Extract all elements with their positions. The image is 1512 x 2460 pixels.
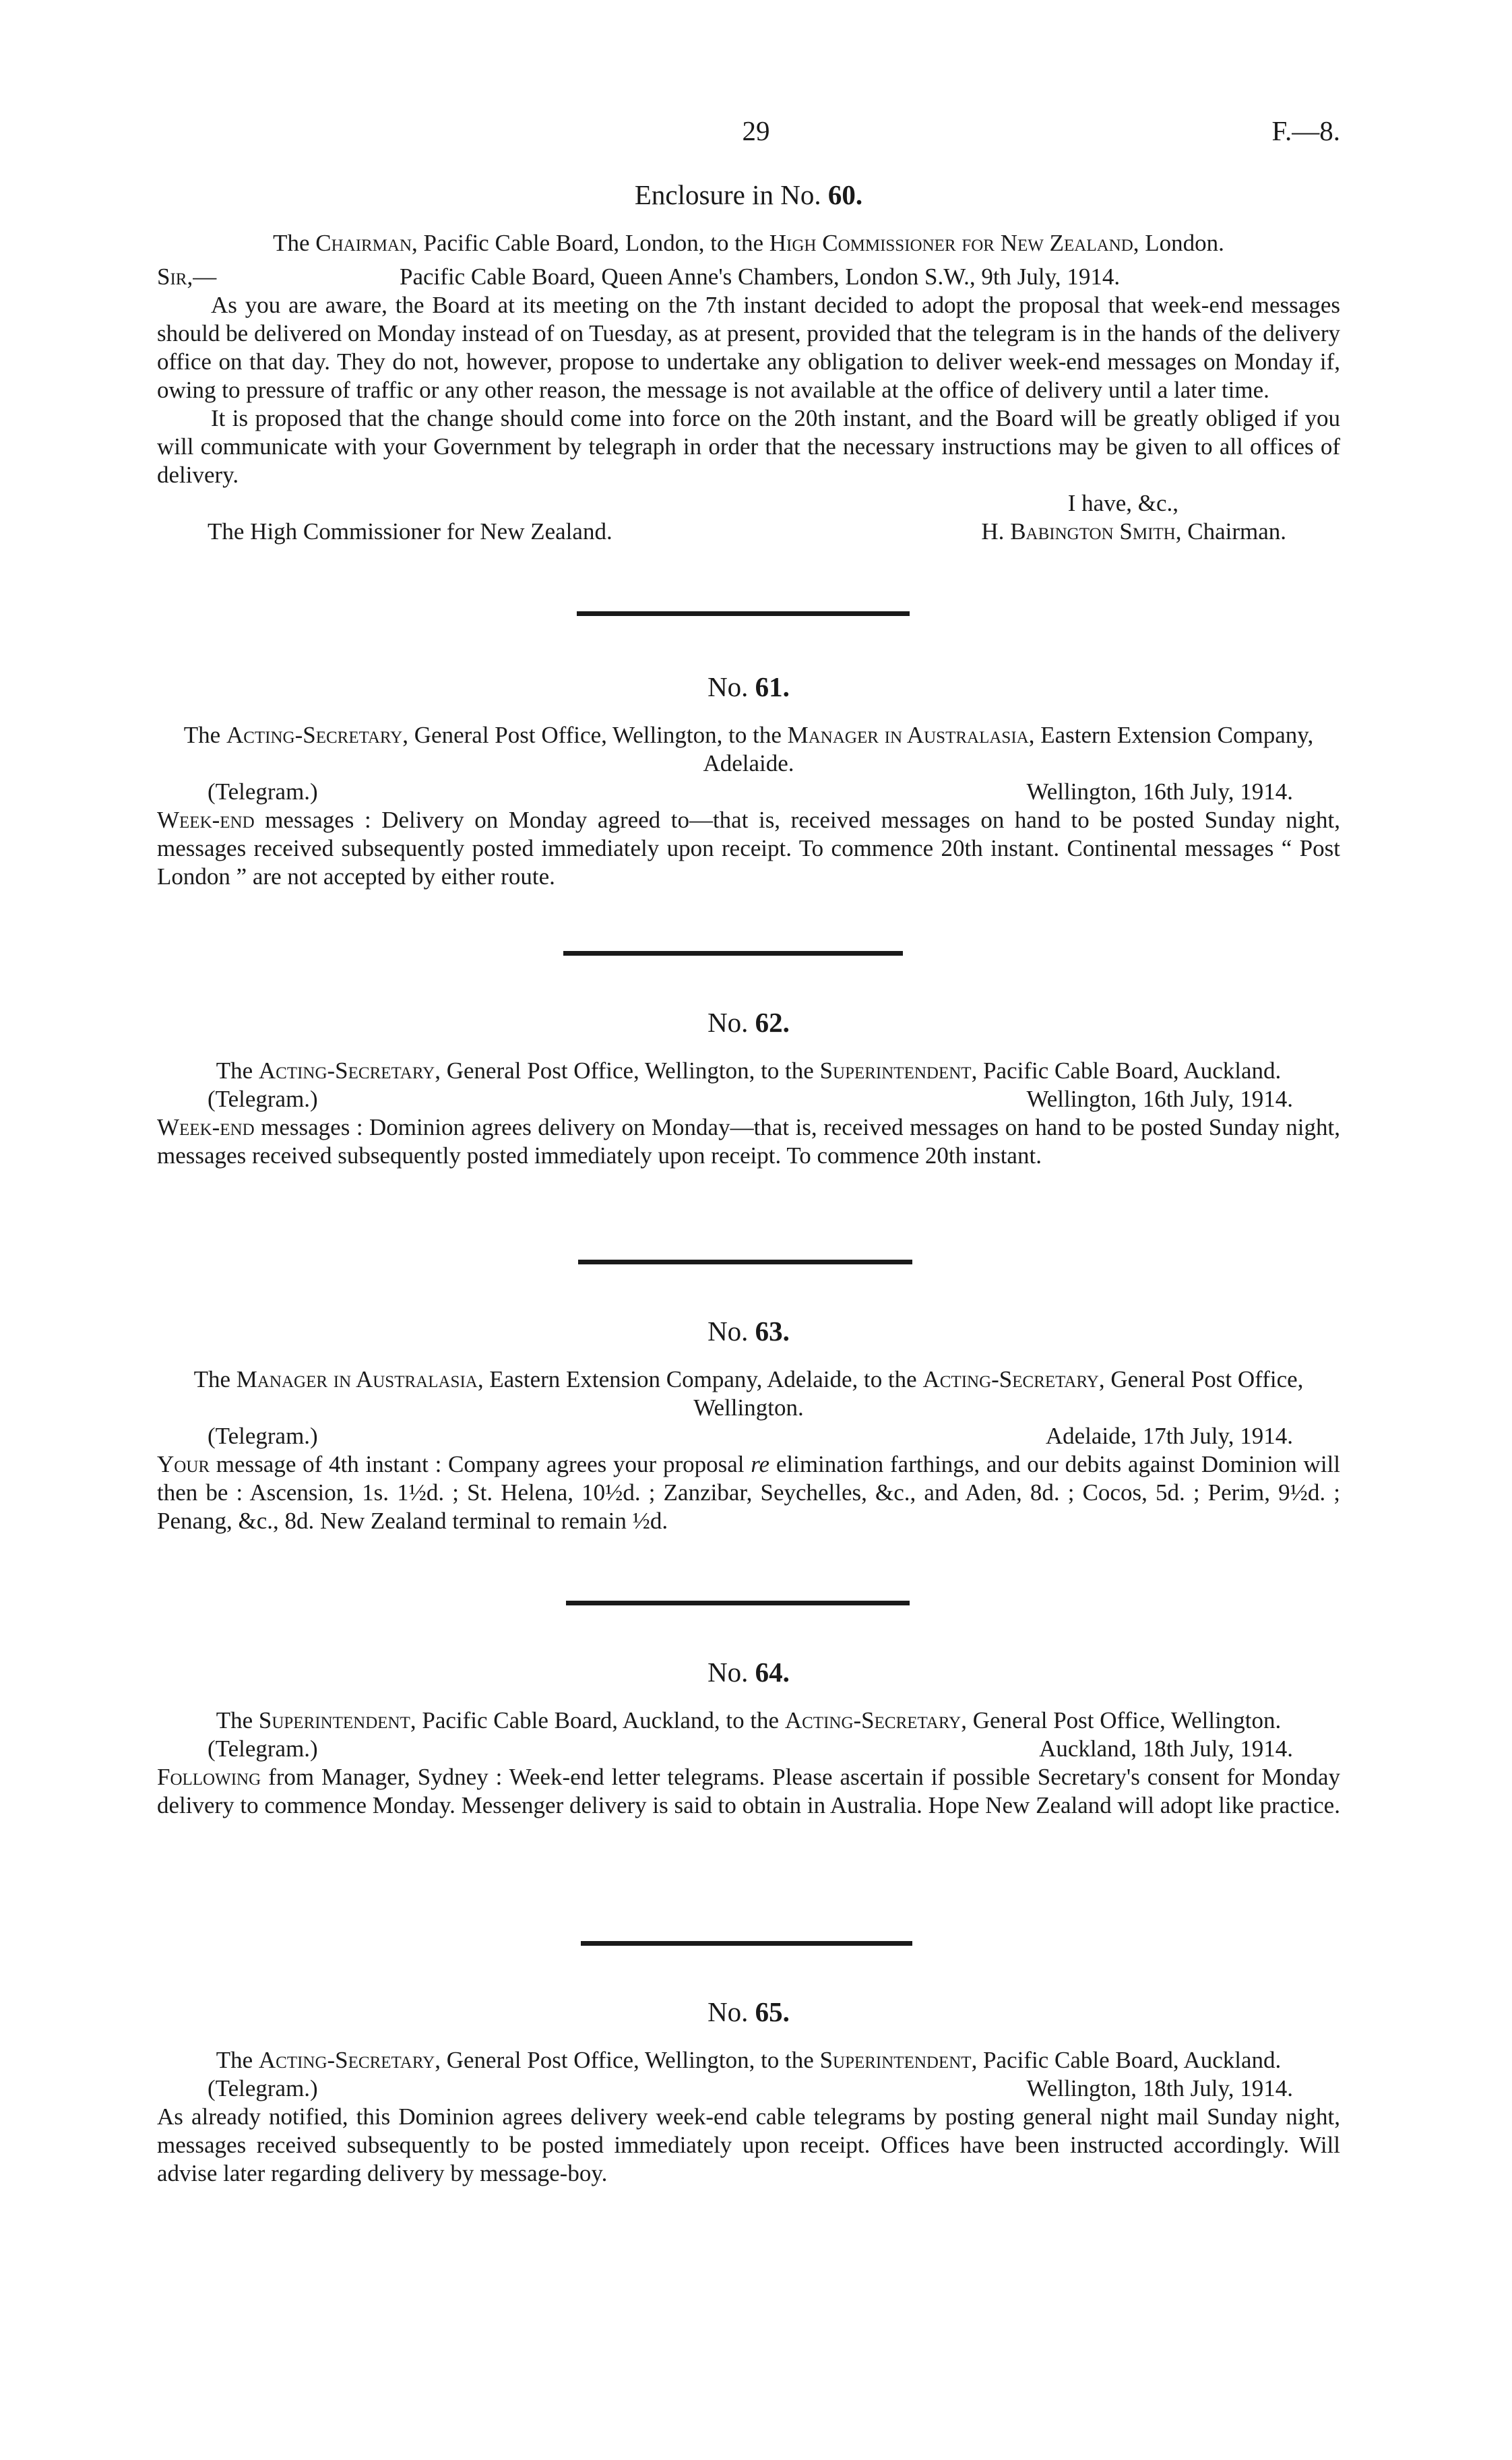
- place-date: Adelaide, 17th July, 1914.: [1045, 1423, 1293, 1449]
- section-63: [157, 1317, 1340, 1535]
- title-prefix: No.: [707, 1316, 749, 1347]
- section-divider: [581, 1941, 912, 1946]
- title-number: 61.: [755, 671, 790, 702]
- title-number: 64.: [755, 1657, 790, 1688]
- signature: H. Babington Smith, Chairman.: [981, 518, 1286, 545]
- document-code: F.—8.: [1271, 115, 1340, 146]
- page-number: 29: [742, 115, 770, 146]
- salutation-row: [157, 263, 1340, 291]
- place-date: Wellington, 16th July, 1914.: [1026, 778, 1293, 805]
- message-body: Following from Manager, Sydney : Week-end letter telegrams. Please ascertain if possible Secretary's consent for Monday delivery to commence Monday. Messenger delivery is said to obtain in Australia. Hope New Zealand will adopt like practice.: [157, 1764, 1340, 1818]
- location-date: Pacific Cable Board, Queen Anne's Chambers, London S.W., 9th July, 1914.: [400, 264, 1121, 290]
- title-number: 60.: [827, 179, 863, 210]
- section-title: [157, 1658, 1340, 1686]
- section-divider: [578, 1260, 912, 1264]
- title-number: 63.: [755, 1316, 790, 1347]
- section-64: [157, 1658, 1340, 1820]
- title-prefix: Enclosure in No.: [634, 179, 821, 210]
- section-divider: [566, 1601, 910, 1605]
- signature-row: [157, 518, 1340, 546]
- title-prefix: No.: [707, 1007, 749, 1038]
- address-line: The Acting-Secretary, General Post Office, Wellington, to the Superintendent, Pacific Cable Board, Auckland.: [216, 2047, 1282, 2073]
- recipient: The High Commissioner for New Zealand.: [208, 518, 612, 545]
- section-title: [157, 1008, 1340, 1037]
- section-title: [157, 1998, 1340, 2026]
- address-line: The Acting-Secretary, General Post Office, Wellington, to the Manager in Australasia, Eastern Extension Company, Adelaide.: [183, 722, 1314, 776]
- section-enclosure-60: [157, 181, 1340, 546]
- section-65: [157, 1998, 1340, 2188]
- message-body: Week-end messages : Delivery on Monday agreed to—that is, received messages on hand to be posted Sunday night, messages received subsequently posted immediately upon receipt. To commence 20th instant. Continental messages “ Post London ” are not accepted by either route.: [157, 807, 1340, 890]
- place-date: Wellington, 16th July, 1914.: [1026, 1086, 1293, 1112]
- closing: I have, &c.,: [1067, 490, 1178, 516]
- telegram-row: [157, 2074, 1340, 2103]
- telegram-row: [157, 1735, 1340, 1763]
- place-date: Auckland, 18th July, 1914.: [1039, 1735, 1293, 1762]
- salutation: Sir,—: [157, 264, 217, 290]
- section-title: [157, 673, 1340, 701]
- telegram-row: [157, 1085, 1340, 1113]
- paragraph: As you are aware, the Board at its meeting on the 7th instant decided to adopt the proposal that week-end messages should be delivered on Monday instead of on Tuesday, as at present, provided that the telegram is in the hands of the delivery office on that day. They do not, however, propose to undertake any obligation to deliver week-end messages on Monday if, owing to pressure of traffic or any other reason, the message is not available at the office of delivery until a later time.: [157, 292, 1340, 403]
- title-prefix: No.: [707, 1996, 749, 2027]
- telegram-label: (Telegram.): [208, 778, 318, 805]
- telegram-label: (Telegram.): [208, 2075, 318, 2101]
- address-line: The Superintendent, Pacific Cable Board, Auckland, to the Acting-Secretary, General Post Office, Wellington.: [216, 1707, 1282, 1733]
- telegram-label: (Telegram.): [208, 1735, 318, 1762]
- section-divider: [577, 611, 910, 616]
- telegram-row: [157, 778, 1340, 806]
- title-number: 62.: [755, 1007, 790, 1038]
- telegram-label: (Telegram.): [208, 1423, 318, 1449]
- title-prefix: No.: [707, 1657, 749, 1688]
- place-date: Wellington, 18th July, 1914.: [1026, 2075, 1293, 2101]
- message-body: As already notified, this Dominion agrees delivery week-end cable telegrams by posting general night mail Sunday night, messages received subsequently to be posted immediately upon receipt. Offices have been instructed accordingly. Will advise later regarding delivery by message-boy.: [157, 2103, 1340, 2186]
- telegram-label: (Telegram.): [208, 1086, 318, 1112]
- section-title: [157, 1317, 1340, 1345]
- address-line: The Chairman, Pacific Cable Board, London, to the High Commissioner for New Zealand, London.: [273, 230, 1224, 256]
- paragraph: It is proposed that the change should come into force on the 20th instant, and the Board will be greatly obliged if you will communicate with your Government by telegraph in order that the necessary instructions may be given to all offices of delivery.: [157, 405, 1340, 488]
- message-body: Your message of 4th instant : Company agrees your proposal re elimination farthings, and our debits against Dominion will then be : Ascension, 1s. 1½d. ; St. Helena, 10½d. ; Zanzibar, Seychelles, &c., and Aden, 8d. ; Cocos, 5d. ; Perim, 9½d. ; Penang, &c., 8d. New Zealand terminal to remain ½d.: [157, 1451, 1340, 1534]
- section-61: [157, 673, 1340, 891]
- title-number: 65.: [755, 1996, 790, 2027]
- section-62: [157, 1008, 1340, 1170]
- title-prefix: No.: [707, 671, 749, 702]
- address-line: The Acting-Secretary, General Post Office, Wellington, to the Superintendent, Pacific Cable Board, Auckland.: [216, 1057, 1282, 1084]
- address-line: The Manager in Australasia, Eastern Extension Company, Adelaide, to the Acting-Secretary, General Post Office, Wellington.: [193, 1366, 1304, 1421]
- section-title: [157, 181, 1340, 209]
- telegram-row: [157, 1422, 1340, 1450]
- message-body: Week-end messages : Dominion agrees delivery on Monday—that is, received messages on hand to be posted Sunday night, messages received subsequently posted immediately upon receipt. To commence 20th instant.: [157, 1114, 1340, 1169]
- section-divider: [563, 951, 903, 956]
